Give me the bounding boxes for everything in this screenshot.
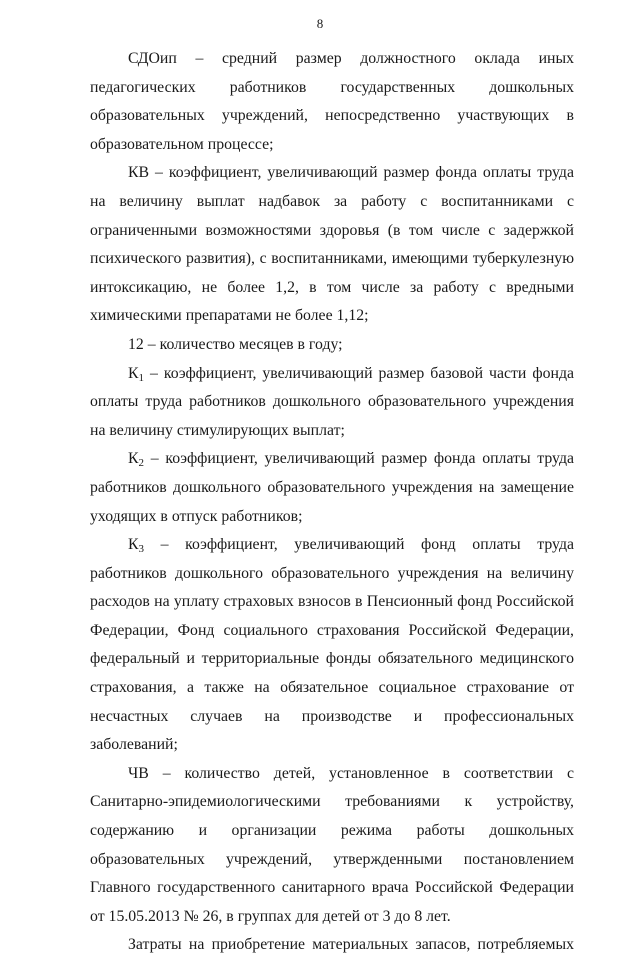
paragraph-chv: ЧВ – количество детей, установленное в соответствии с Санитарно-эпидемиологическими требованиями к устройству, содержанию и организации режима работы дошкольных образовательных учреждений, утвержденными постановлением Главного государственного санитарного врача Российской Федерации от 15.05.2013 № 26, в группах для детей от 3 до 8 лет. — [90, 764, 574, 925]
paragraph-sdoip: СДОип – средний размер должностного оклада иных педагогических работников государственных дошкольных образовательных учреждений, непосредственно участвующих в образовательном процессе; — [90, 50, 574, 153]
paragraph-k3 — [90, 531, 574, 760]
document-body — [90, 45, 574, 960]
k1-symbol: К — [128, 364, 139, 382]
page-number: 8 — [316, 16, 324, 31]
k3-subscript: 3 — [138, 543, 145, 556]
k3-text: – коэффициент, увеличивающий фонд оплаты труда работников дошкольного образовательного учреждения на величину расходов на уплату страховых взносов в Пенсионный фонд Российской Федерации, Фонд социального страхования Российской Федерации, федеральный и территориальные фонды обязательного медицинского страхования, а также на обязательное социальное страхование от несчастных случаев на производстве и профессиональных заболеваний; — [90, 536, 574, 754]
k2-symbol: К — [128, 450, 139, 468]
paragraph-k2 — [90, 445, 574, 531]
k3-symbol: К — [128, 536, 139, 554]
k1-text: – коэффициент, увеличивающий размер базовой части фонда оплаты труда работников дошкольного образовательного учреждения на величину стимулирующих выплат; — [90, 364, 574, 439]
k2-subscript: 2 — [138, 457, 145, 470]
paragraph-k1 — [90, 360, 574, 446]
paragraph-months: 12 – количество месяцев в году; — [128, 335, 343, 353]
paragraph-kv: КВ – коэффициент, увеличивающий размер фонда оплаты труда на величину выплат надбавок за работу с воспитанниками с ограниченными возможностями здоровья (в том числе с задержкой психического развития), с воспитанниками, имеющими туберкулезную интоксикацию, не более 1,2, в том числе за работу с вредными химическими препаратами не более 1,12; — [90, 164, 574, 325]
k2-text: – коэффициент, увеличивающий размер фонда оплаты труда работников дошкольного образовательного учреждения на замещение уходящих в отпуск работников; — [90, 450, 574, 525]
k1-subscript: 1 — [138, 371, 145, 384]
paragraph-costs: Затраты на приобретение материальных запасов, потребляемых — [128, 936, 574, 954]
